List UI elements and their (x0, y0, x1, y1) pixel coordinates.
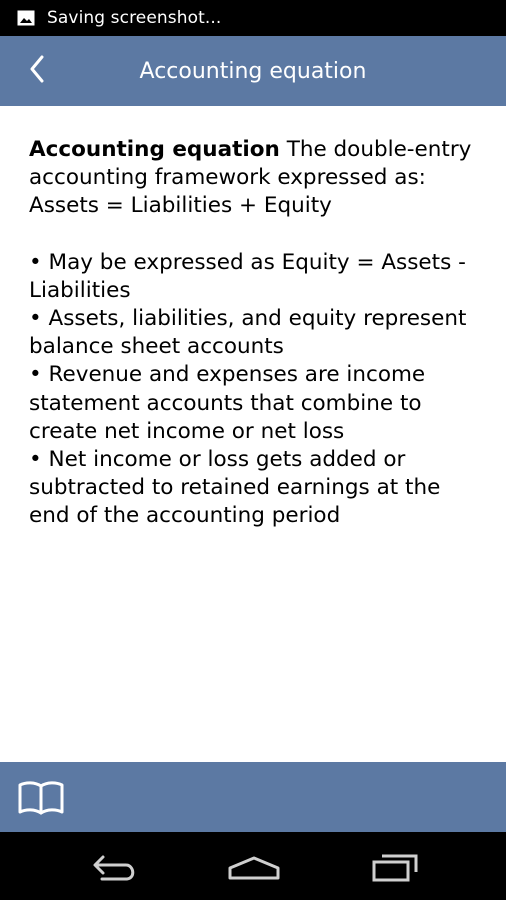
list-item: • Assets, liabilities, and equity represent balance sheet accounts (29, 306, 467, 360)
term-heading: Accounting equation (29, 137, 280, 162)
recent-apps-icon (370, 869, 422, 888)
list-item: • May be expressed as Equity = Assets - Liabilities (29, 249, 466, 303)
definition-paragraph (29, 136, 479, 221)
book-icon (16, 803, 66, 822)
nav-back-button[interactable] (88, 850, 140, 884)
page-title: Accounting equation (139, 58, 367, 84)
chevron-left-icon (29, 55, 45, 87)
back-button[interactable] (22, 54, 52, 88)
navigation-bar (0, 832, 506, 900)
status-text: Saving screenshot... (47, 8, 222, 28)
home-icon (226, 869, 282, 888)
app-bar (0, 36, 506, 106)
nav-recents-button[interactable] (370, 850, 422, 884)
nav-home-button[interactable] (226, 850, 282, 884)
article-body (29, 136, 479, 531)
list-item: • Revenue and expenses are income statement accounts that combine to create net income or net loss (29, 362, 426, 444)
definition-text: The double-entry accounting framework expressed as: Assets = Liabilities + Equity (29, 137, 472, 219)
list-item: • Net income or loss gets added or subtracted to retained earnings at the end of the accounting period (29, 447, 441, 529)
image-icon (17, 10, 35, 26)
bullet-list (29, 249, 479, 531)
status-bar (0, 0, 506, 36)
bottom-toolbar (0, 762, 506, 832)
book-button[interactable] (16, 778, 66, 818)
back-arrow-icon (88, 869, 140, 888)
